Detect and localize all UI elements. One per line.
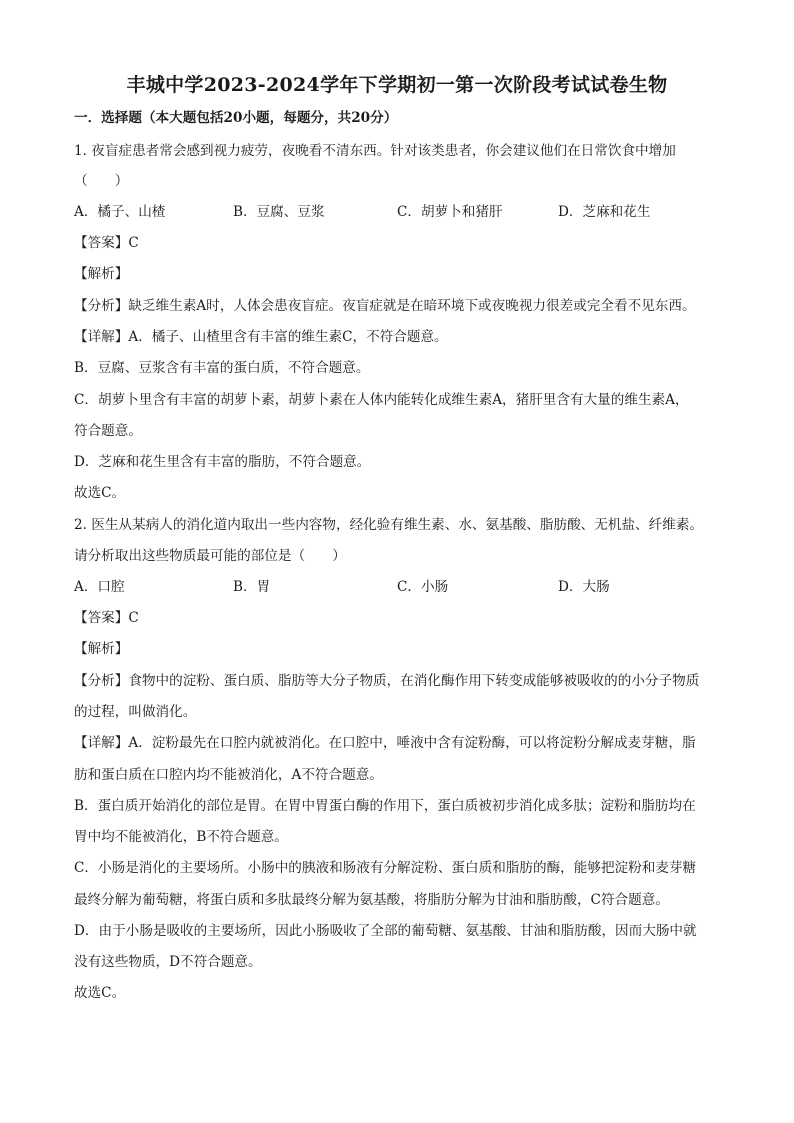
- q2-option-c: C．小肠: [397, 579, 449, 595]
- q1-option-a: A．橘子、山楂: [74, 204, 166, 220]
- q2-fenxi-line1: 【分析】食物中的淀粉、蛋白质、脂肪等大分子物质，在消化酶作用下转变成能够被吸收的的小分子物质: [74, 673, 700, 689]
- q1-detail-d: D．芝麻和花生里含有丰富的脂肪，不符合题意。: [74, 454, 371, 470]
- q2-stem-line2: 请分析取出这些物质最可能的部位是（ ）: [74, 548, 346, 564]
- q2-detail-c-line2: 最终分解为葡萄糖，将蛋白质和多肽最终分解为氨基酸，将脂肪分解为甘油和脂肪酸，C符合题意。: [74, 892, 669, 908]
- q1-stem-line1: 1. 夜盲症患者常会感到视力疲劳，夜晚看不清东西。针对该类患者，你会建议他们在日常饮食中增加: [74, 143, 676, 159]
- q2-detail-b-line1: B．蛋白质开始消化的部位是胃。在胃中胃蛋白酶的作用下，蛋白质被初步消化成多肽；淀粉和脂肪均在: [74, 798, 696, 814]
- section-heading: 一．选择题（本大题包括20小题，每题分，共20分）: [74, 110, 398, 126]
- q1-stem-line2: （ ）: [74, 173, 129, 189]
- q2-conclusion: 故选C。: [74, 985, 126, 1001]
- q2-stem-line1: 2. 医生从某病人的消化道内取出一些内容物，经化验有维生素、水、氨基酸、脂肪酸、无机盐、纤维素。: [74, 517, 704, 533]
- q2-option-a: A．口腔: [74, 579, 125, 595]
- q2-detail-b-line2: 胃中均不能被消化，B不符合题意。: [74, 829, 288, 845]
- q2-fenxi-line2: 的过程，叫做消化。: [74, 704, 197, 720]
- q1-answer: 【答案】C: [74, 235, 139, 251]
- q2-detail-a-line2: 肪和蛋白质在口腔内均不能被消化，A不符合题意。: [74, 767, 383, 783]
- q2-detail-d-line1: D．由于小肠是吸收的主要场所，因此小肠吸收了全部的葡萄糖、氨基酸、甘油和脂肪酸，因而大肠中就: [74, 923, 697, 939]
- q1-option-d: D．芝麻和花生: [558, 204, 651, 220]
- q2-detail-c-line1: C．小肠是消化的主要场所。小肠中的胰液和肠液有分解淀粉、蛋白质和脂肪的酶，能够把淀粉和麦芽糖: [74, 860, 697, 876]
- q2-option-d: D．大肠: [558, 579, 610, 595]
- q2-detail-d-line2: 没有这些物质，D不符合题意。: [74, 954, 262, 970]
- q1-conclusion: 故选C。: [74, 485, 126, 501]
- q1-detail-a: 【详解】A．橘子、山楂里含有丰富的维生素C，不符合题意。: [74, 329, 448, 345]
- q2-option-b: B．胃: [233, 579, 271, 595]
- q1-option-c: C．胡萝卜和猪肝: [397, 204, 503, 220]
- q2-analysis-label: 【解析】: [74, 641, 129, 657]
- q2-answer: 【答案】C: [74, 610, 139, 626]
- q1-fenxi: 【分析】缺乏维生素A时，人体会患夜盲症。夜盲症就是在暗环境下或夜晚视力很差或完全看不见东西。: [74, 298, 696, 314]
- q1-detail-b: B．豆腐、豆浆含有丰富的蛋白质，不符合题意。: [74, 360, 370, 376]
- q2-detail-a-line1: 【详解】A．淀粉最先在口腔内就被消化。在口腔中，唾液中含有淀粉酶，可以将淀粉分解成麦芽糖，脂: [74, 735, 696, 751]
- q1-detail-c-line2: 符合题意。: [74, 423, 142, 439]
- q1-option-b: B．豆腐、豆浆: [233, 204, 325, 220]
- q1-detail-c-line1: C．胡萝卜里含有丰富的胡萝卜素，胡萝卜素在人体内能转化成维生素A，猪肝里含有大量的维生素A，: [74, 392, 689, 408]
- document-title: 丰城中学2023-2024学年下学期初一第一次阶段考试试卷生物: [126, 74, 668, 96]
- q1-analysis-label: 【解析】: [74, 266, 129, 282]
